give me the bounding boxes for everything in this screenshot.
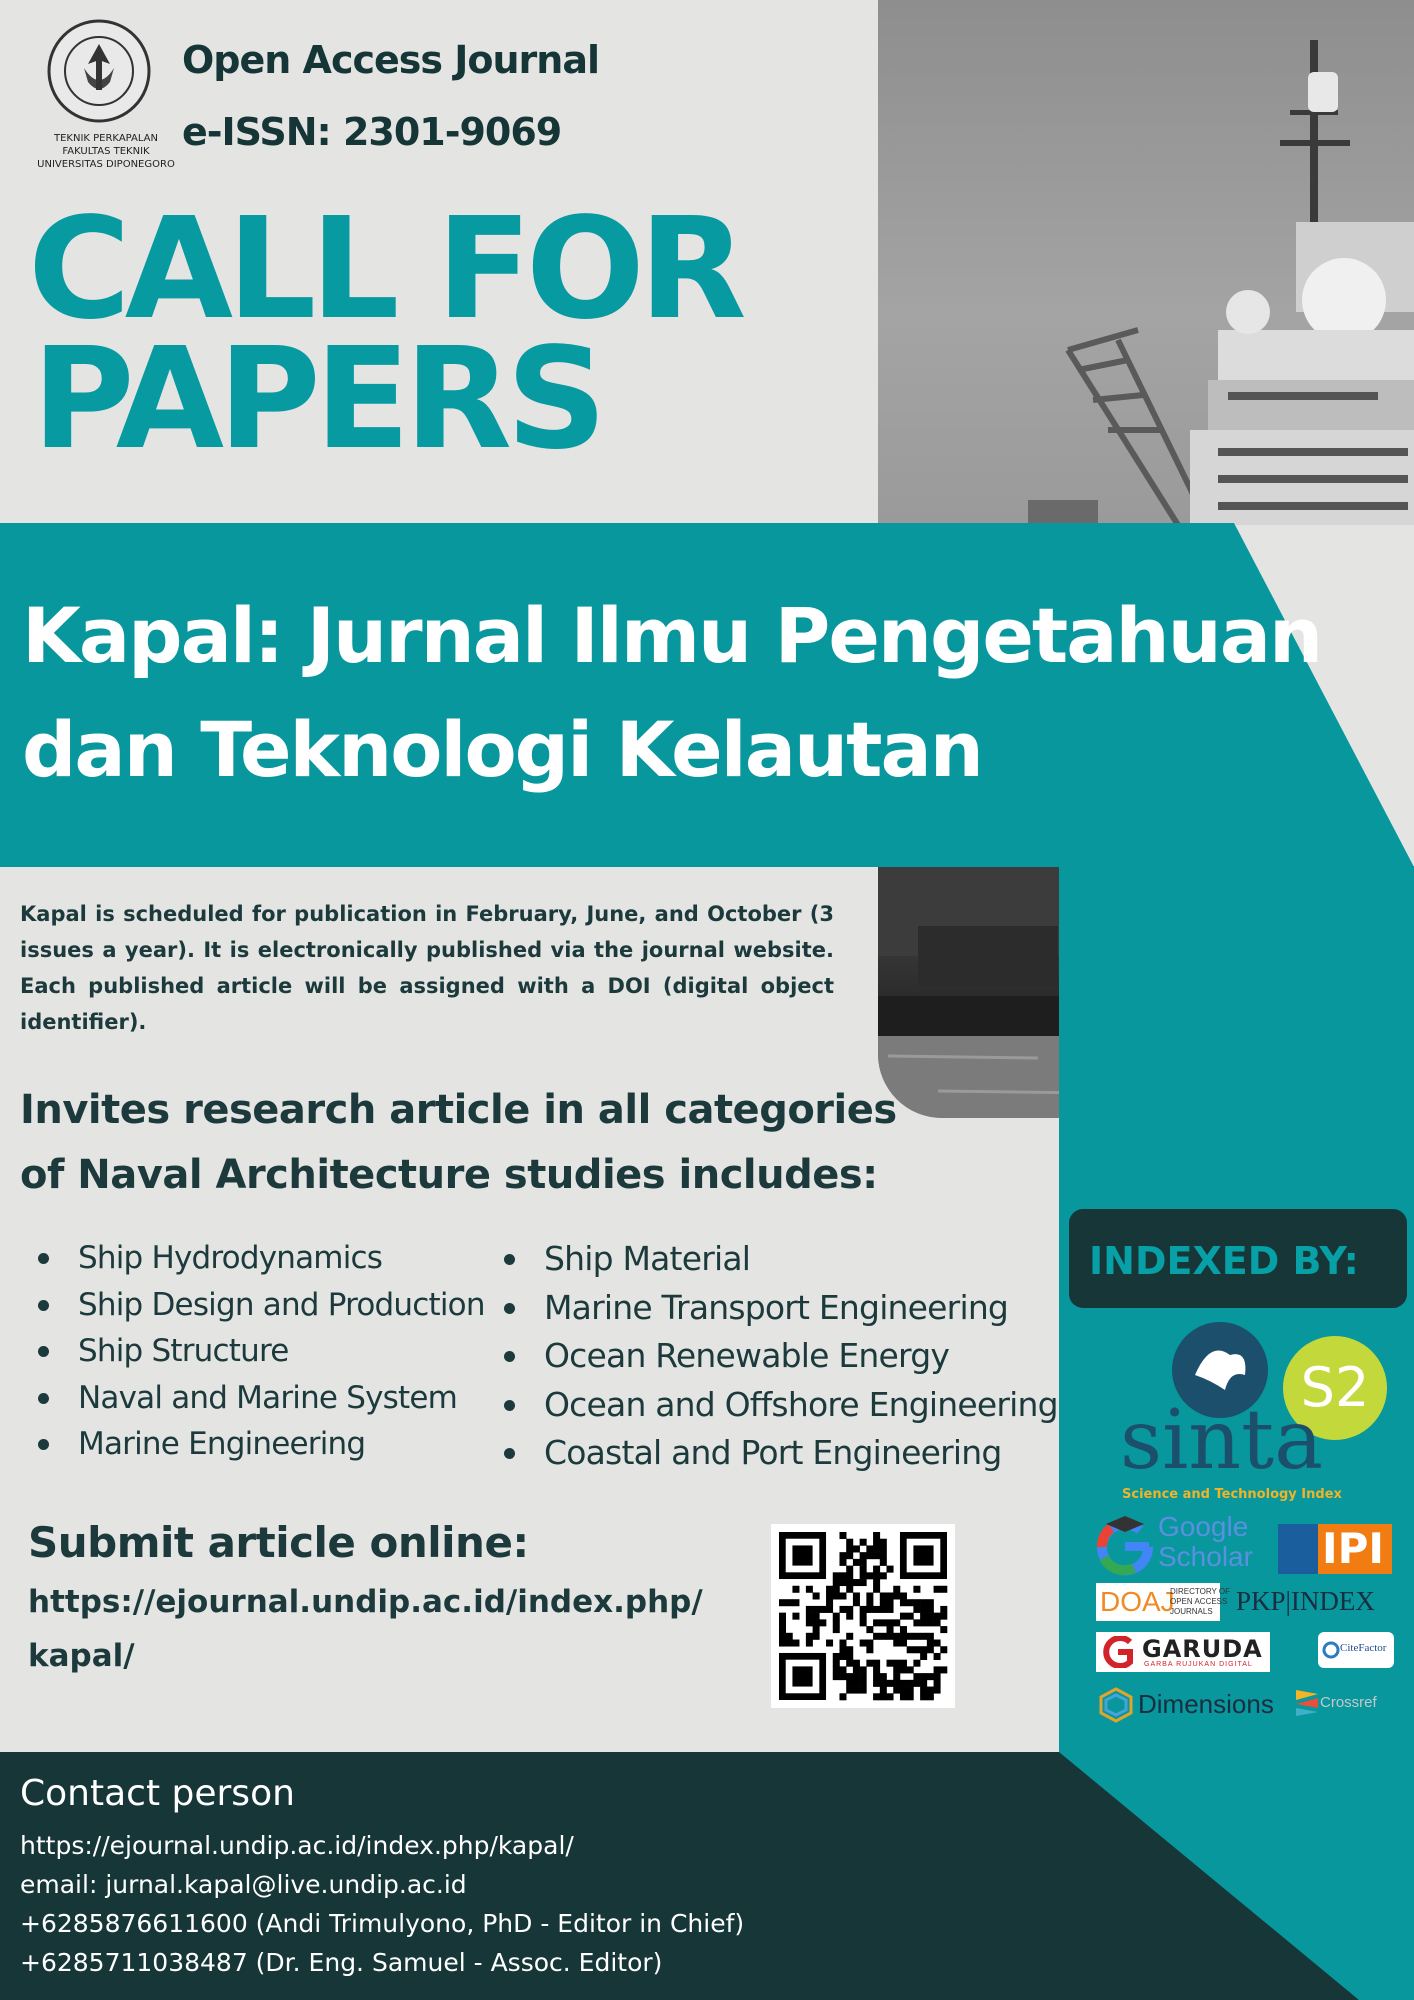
google-label: Google — [1158, 1511, 1249, 1542]
indexed-by-label: INDEXED BY: — [1089, 1239, 1359, 1283]
dimensions-logo — [1098, 1685, 1288, 1725]
contact-email[interactable]: email: jurnal.kapal@live.undip.ac.id — [20, 1870, 467, 1899]
sinta-rank-badge: S2 — [1283, 1336, 1387, 1440]
university-logo — [34, 16, 175, 176]
ipi-logo — [1278, 1524, 1392, 1574]
list-item: Ship Structure — [22, 1328, 485, 1375]
citefactor-logo — [1318, 1632, 1394, 1668]
invites-line2: of Naval Architecture studies includes: — [20, 1152, 878, 1198]
citefactor-icon — [1322, 1640, 1340, 1660]
list-item: Ship Design and Production — [22, 1282, 485, 1329]
papers-heading: PAPERS — [32, 318, 601, 481]
list-item: Naval and Marine System — [22, 1375, 485, 1422]
qr-code[interactable] — [771, 1524, 955, 1708]
invites-line1: Invites research article in all categories — [20, 1087, 897, 1133]
garuda-icon — [1100, 1636, 1134, 1668]
contact-list — [20, 1826, 744, 1982]
title-band — [0, 523, 1414, 867]
google-scholar-text — [1158, 1512, 1253, 1572]
eissn-label: e-ISSN: 2301-9069 — [182, 110, 562, 154]
list-item: Ocean Renewable Energy — [488, 1332, 1058, 1381]
contact-phone-assoc: +6285711038487 (Dr. Eng. Samuel - Assoc. Editor) — [20, 1948, 663, 1977]
doaj-sub1: DIRECTORY OF — [1170, 1587, 1231, 1596]
ship-superstructure-photo — [878, 0, 1414, 525]
crossref-icon — [1296, 1690, 1318, 1716]
list-item: Marine Engineering — [22, 1421, 485, 1468]
list-item: Marine Transport Engineering — [488, 1284, 1058, 1333]
ipi-label: IPI — [1322, 1524, 1385, 1573]
qr-code-icon — [771, 1524, 955, 1708]
undip-emblem-icon — [44, 16, 154, 126]
logo-line1: TEKNIK PERKAPALAN — [53, 133, 159, 144]
scholar-label: Scholar — [1158, 1541, 1253, 1572]
ipi-book-icon — [1278, 1524, 1318, 1574]
open-access-label: Open Access Journal — [182, 38, 600, 82]
crossref-logo — [1296, 1688, 1396, 1720]
garuda-logo — [1096, 1632, 1270, 1672]
publication-description: Kapal is scheduled for publication in February, June, and October (3 issues a year). It is electronically published via the journal website. Each published article will be assigned with a DOI (digital object identifier). — [20, 902, 834, 1034]
topics-list-left — [22, 1235, 485, 1468]
dimensions-icon — [1098, 1687, 1134, 1723]
ship-photo-top — [878, 0, 1414, 525]
submit-url-line2[interactable]: kapal/ — [28, 1638, 135, 1674]
indexed-by-box — [1069, 1209, 1407, 1308]
garuda-sub: GARBA RUJUKAN DIGITAL — [1144, 1661, 1253, 1668]
contact-heading: Contact person — [20, 1773, 295, 1814]
sinta-logo — [1120, 1320, 1390, 1510]
doaj-logo — [1096, 1583, 1231, 1621]
contact-phone-editor: +6285876611600 (Andi Trimulyono, PhD - Editor in Chief) — [20, 1909, 745, 1938]
google-scholar-logo — [1094, 1508, 1264, 1580]
call-for-heading: CALL FOR — [28, 188, 741, 351]
contact-url[interactable]: https://ejournal.undip.ac.id/index.php/kapal/ — [20, 1831, 574, 1860]
garuda-label: GARUDA — [1142, 1635, 1263, 1663]
footer-corner-accent — [1059, 1752, 1414, 2000]
crossref-label: Crossref — [1320, 1694, 1377, 1711]
google-g-icon — [1094, 1516, 1156, 1578]
logo-line2: FAKULTAS TEKNIK — [62, 146, 150, 157]
submit-heading: Submit article online: — [28, 1518, 529, 1567]
sinta-word: sinta — [1120, 1393, 1323, 1488]
list-item: Coastal and Port Engineering — [488, 1429, 1058, 1478]
doaj-label: DOAJ — [1100, 1586, 1175, 1617]
dimensions-label: Dimensions — [1138, 1689, 1274, 1719]
doaj-sub3: JOURNALS — [1170, 1607, 1213, 1616]
citefactor-label: CiteFactor — [1340, 1642, 1387, 1654]
journal-title-line2: dan Teknologi Kelautan — [22, 705, 982, 794]
list-item: Ship Material — [488, 1235, 1058, 1284]
submit-url-line1[interactable]: https://ejournal.undip.ac.id/index.php/ — [28, 1584, 703, 1620]
list-item: Ocean and Offshore Engineering — [488, 1381, 1058, 1430]
topics-list-right — [488, 1235, 1058, 1478]
pkp-index-logo: PKP|INDEX — [1236, 1586, 1375, 1616]
logo-line3: UNIVERSITAS DIPONEGORO — [37, 159, 175, 170]
doaj-sub2: OPEN ACCESS — [1170, 1597, 1228, 1606]
journal-title-line1: Kapal: Jurnal Ilmu Pengetahuan — [22, 591, 1322, 680]
list-item: Ship Hydrodynamics — [22, 1235, 485, 1282]
sinta-tagline: Science and Technology Index — [1122, 1487, 1342, 1502]
